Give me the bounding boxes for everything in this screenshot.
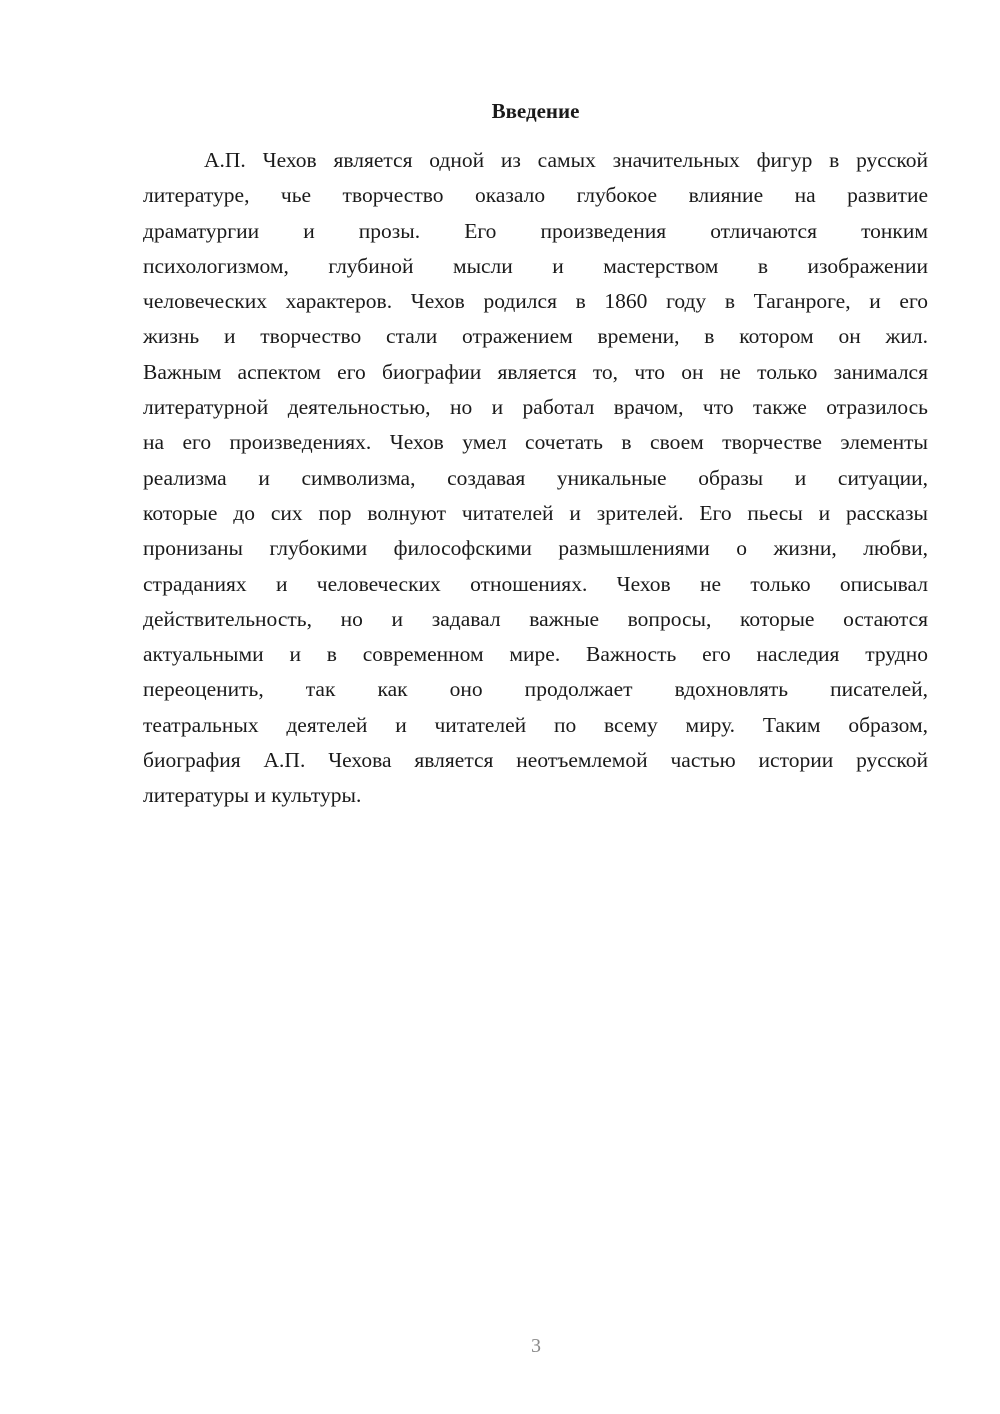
paragraph-line: театральных деятелей и читателей по всему миру. Таким образом,	[143, 712, 928, 737]
paragraph-line: жизнь и творчество стали отражением времени, в котором он жил.	[143, 324, 928, 349]
paragraph-line: пронизаны глубокими философскими размышлениями о жизни, любви,	[143, 536, 928, 561]
section-heading: Введение	[491, 99, 580, 123]
paragraph-line: на его произведениях. Чехов умел сочетать в своем творчестве элементы	[143, 430, 928, 455]
paragraph-line: биография А.П. Чехова является неотъемлемой частью истории русской	[143, 748, 928, 773]
paragraph-line: литературы и культуры.	[143, 783, 362, 808]
paragraph-line: реализма и символизма, создавая уникальные образы и ситуации,	[143, 465, 928, 490]
paragraph-line: А.П. Чехов является одной из самых значительных фигур в русской	[204, 148, 928, 172]
paragraph-line: драматургии и прозы. Его произведения отличаются тонким	[143, 218, 928, 243]
paragraph-line: действительность, но и задавал важные вопросы, которые остаются	[143, 606, 928, 631]
page-number: 3	[531, 1335, 541, 1357]
paragraph-line: литературе, чье творчество оказало глубокое влияние на развитие	[143, 183, 928, 208]
paragraph-line: человеческих характеров. Чехов родился в 1860 году в Таганроге, и его	[143, 289, 928, 314]
paragraph-line: актуальными и в современном мире. Важность его наследия трудно	[143, 642, 928, 667]
paragraph-line: литературной деятельностью, но и работал врачом, что также отразилось	[143, 395, 928, 420]
paragraph-line: страданиях и человеческих отношениях. Чехов не только описывал	[143, 571, 928, 596]
paragraph-line: переоценить, так как оно продолжает вдохновлять писателей,	[143, 677, 928, 702]
paragraph-line: психологизмом, глубиной мысли и мастерством в изображении	[143, 253, 928, 278]
paragraph-line: которые до сих пор волнуют читателей и зрителей. Его пьесы и рассказы	[143, 500, 928, 525]
body-paragraph	[143, 143, 928, 814]
paragraph-line: Важным аспектом его биографии является то, что он не только занимался	[143, 359, 928, 384]
